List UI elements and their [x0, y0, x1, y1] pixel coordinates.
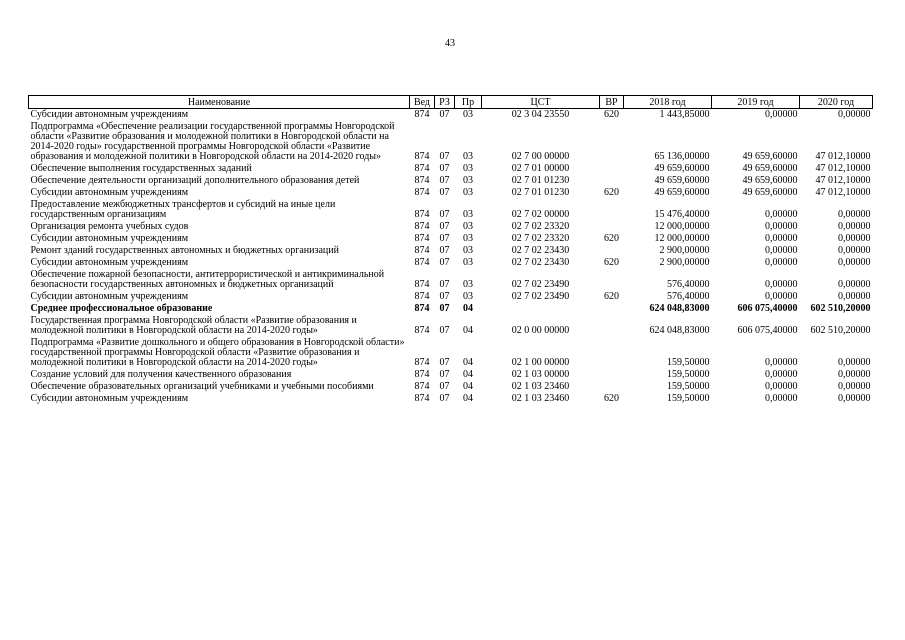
cell-cst: 02 7 01 00000	[511, 163, 570, 174]
cell-cst: 02 7 02 23430	[511, 257, 570, 268]
cell-2020: 0,00000	[838, 381, 871, 392]
cell-2019: 0,00000	[765, 233, 798, 244]
cell-rz: 07	[439, 381, 450, 392]
cell-cst: 02 7 02 23490	[511, 291, 570, 302]
cell-pr: 04	[463, 303, 473, 314]
cell-ved: 874	[414, 393, 430, 404]
cell-pr: 03	[463, 163, 473, 174]
cell-2020: 0,00000	[838, 291, 871, 302]
cell-2018: 49 659,60000	[654, 175, 710, 186]
cell-vr	[600, 221, 624, 233]
cell-rz: 07	[439, 175, 450, 186]
cell-name: Подпрограмма «Обеспечение реализации государственной программы Новгородской области «Развитие образования и молодежной политики в Новгородской области на 2014-2020 годы» государственной программы Новгородской области «Развитие образования и молодежной политики в Новгородской области на 2014-2020 годы»	[30, 121, 395, 162]
cell-2020: 47 012,10000	[815, 151, 871, 162]
cell-2019: 49 659,60000	[742, 175, 798, 186]
cell-name: Субсидии автономным учреждениям	[30, 109, 189, 120]
cell-cst: 02 7 00 00000	[511, 151, 570, 162]
cell-pr: 03	[463, 279, 473, 290]
cell-vr	[600, 337, 624, 369]
cell-cst: 02 7 01 01230	[511, 187, 570, 198]
cell-2018: 2 900,00000	[659, 245, 710, 256]
cell-name: Субсидии автономным учреждениям	[30, 187, 189, 198]
cell-2020: 47 012,10000	[815, 187, 871, 198]
budget-table	[28, 95, 873, 405]
cell-2019: 0,00000	[765, 369, 798, 380]
table-row	[29, 187, 873, 199]
cell-2020: 47 012,10000	[815, 175, 871, 186]
cell-rz: 07	[439, 303, 450, 314]
cell-cst: 02 7 02 23430	[511, 245, 570, 256]
cell-pr: 03	[463, 221, 473, 232]
header-2019: 2019 год	[712, 96, 800, 109]
cell-ved: 874	[414, 325, 430, 336]
page-number: 43	[445, 38, 455, 49]
cell-2018: 49 659,60000	[654, 163, 710, 174]
header-pr: Пр	[455, 96, 482, 109]
cell-name: Ремонт зданий государственных автономных и бюджетных организаций	[30, 245, 339, 256]
table-row	[29, 233, 873, 245]
cell-2020: 0,00000	[838, 109, 871, 120]
cell-name: Создание условий для получения качественного образования	[30, 369, 292, 380]
table-row	[29, 337, 873, 369]
table-row	[29, 109, 873, 122]
cell-vr	[600, 381, 624, 393]
cell-name: Государственная программа Новгородской области «Развитие образования и молодежной политики в Новгородской области на 2014-2020 годы»	[30, 315, 357, 336]
cell-2019: 0,00000	[765, 279, 798, 290]
table-row	[29, 175, 873, 187]
cell-2020: 47 012,10000	[815, 163, 871, 174]
cell-2019: 0,00000	[765, 209, 798, 220]
cell-ved: 874	[414, 279, 430, 290]
cell-2020: 0,00000	[838, 245, 871, 256]
cell-2020: 602 510,20000	[810, 325, 871, 336]
cell-2019: 606 075,40000	[737, 325, 798, 336]
cell-2018: 49 659,60000	[654, 187, 710, 198]
table-row	[29, 315, 873, 337]
cell-2019: 0,00000	[765, 381, 798, 392]
cell-rz: 07	[439, 109, 450, 120]
cell-2020: 0,00000	[838, 369, 871, 380]
cell-rz: 07	[439, 221, 450, 232]
cell-2019: 0,00000	[765, 109, 798, 120]
table-row	[29, 121, 873, 163]
cell-2019: 0,00000	[765, 221, 798, 232]
table-row	[29, 369, 873, 381]
cell-ved: 874	[414, 109, 430, 120]
cell-2018: 624 048,83000	[649, 325, 710, 336]
cell-cst: 02 1 03 23460	[511, 393, 570, 404]
cell-2018: 1 443,85000	[659, 109, 710, 120]
cell-vr: 620	[604, 393, 619, 404]
cell-2019: 0,00000	[765, 291, 798, 302]
cell-2020: 0,00000	[838, 393, 871, 404]
header-vr: ВР	[600, 96, 624, 109]
cell-rz: 07	[439, 393, 450, 404]
cell-pr: 03	[463, 109, 473, 120]
cell-2019: 0,00000	[765, 357, 798, 368]
cell-rz: 07	[439, 163, 450, 174]
cell-pr: 03	[463, 187, 473, 198]
cell-name: Организация ремонта учебных судов	[30, 221, 189, 232]
cell-cst: 02 7 01 01230	[511, 175, 570, 186]
cell-2019: 606 075,40000	[737, 303, 798, 314]
cell-ved: 874	[414, 233, 430, 244]
cell-rz: 07	[439, 187, 450, 198]
cell-ved: 874	[414, 291, 430, 302]
cell-2019: 49 659,60000	[742, 187, 798, 198]
cell-2019: 0,00000	[765, 257, 798, 268]
header-cst: ЦСТ	[482, 96, 600, 109]
cell-ved: 874	[414, 209, 430, 220]
cell-ved: 874	[414, 175, 430, 186]
cell-2020: 0,00000	[838, 221, 871, 232]
cell-vr	[600, 121, 624, 163]
cell-vr: 620	[604, 257, 619, 268]
cell-name: Предоставление межбюджетных трансфертов и субсидий на иные цели государственным организациям	[30, 199, 336, 220]
cell-cst: 02 1 00 00000	[511, 357, 570, 368]
cell-2019: 49 659,60000	[742, 163, 798, 174]
cell-2018: 12 000,00000	[654, 233, 710, 244]
cell-pr: 03	[463, 233, 473, 244]
cell-name: Субсидии автономным учреждениям	[30, 257, 189, 268]
cell-cst: 02 7 02 23320	[511, 233, 570, 244]
table-row	[29, 257, 873, 269]
cell-2018: 159,50000	[667, 381, 710, 392]
cell-name: Среднее профессиональное образование	[30, 303, 213, 314]
cell-rz: 07	[439, 151, 450, 162]
cell-2018: 576,40000	[667, 291, 710, 302]
cell-rz: 07	[439, 357, 450, 368]
cell-pr: 03	[463, 291, 473, 302]
cell-name: Обеспечение пожарной безопасности, антитеррористической и антикриминальной безопасности государственных автономных и бюджетных организаций	[30, 269, 385, 290]
cell-rz: 07	[439, 291, 450, 302]
cell-2019: 49 659,60000	[742, 151, 798, 162]
cell-2018: 624 048,83000	[649, 303, 710, 314]
cell-name: Субсидии автономным учреждениям	[30, 393, 189, 404]
cell-2020: 0,00000	[838, 209, 871, 220]
cell-ved: 874	[414, 221, 430, 232]
cell-2020: 0,00000	[838, 279, 871, 290]
header-rz: РЗ	[435, 96, 455, 109]
header-ved: Вед	[410, 96, 435, 109]
cell-ved: 874	[414, 245, 430, 256]
table-row	[29, 199, 873, 221]
cell-name: Обеспечение деятельности организаций дополнительного образования детей	[30, 175, 360, 186]
cell-ved: 874	[414, 257, 430, 268]
cell-rz: 07	[439, 233, 450, 244]
cell-cst: 02 7 02 23320	[511, 221, 570, 232]
cell-cst: 02 7 02 23490	[511, 279, 570, 290]
cell-cst	[482, 303, 600, 315]
cell-ved: 874	[414, 303, 430, 314]
cell-ved: 874	[414, 369, 430, 380]
cell-ved: 874	[414, 163, 430, 174]
cell-2020: 0,00000	[838, 257, 871, 268]
cell-2018: 2 900,00000	[659, 257, 710, 268]
cell-2020: 0,00000	[838, 233, 871, 244]
cell-2018: 65 136,00000	[654, 151, 710, 162]
cell-pr: 03	[463, 209, 473, 220]
cell-cst: 02 3 04 23550	[511, 109, 570, 120]
cell-2018: 159,50000	[667, 393, 710, 404]
cell-rz: 07	[439, 325, 450, 336]
cell-cst: 02 7 02 00000	[511, 209, 570, 220]
cell-pr: 03	[463, 151, 473, 162]
cell-2018: 12 000,00000	[654, 221, 710, 232]
cell-vr: 620	[604, 233, 619, 244]
cell-2020: 602 510,20000	[810, 303, 871, 314]
cell-rz: 07	[439, 209, 450, 220]
cell-vr	[600, 269, 624, 291]
cell-name: Обеспечение выполнения государственных заданий	[30, 163, 252, 174]
cell-pr: 03	[463, 257, 473, 268]
cell-name: Субсидии автономным учреждениям	[30, 233, 189, 244]
cell-cst: 02 0 00 00000	[511, 325, 570, 336]
cell-vr: 620	[604, 109, 619, 120]
header-2020: 2020 год	[800, 96, 873, 109]
cell-pr: 04	[463, 325, 473, 336]
table-row	[29, 269, 873, 291]
cell-vr	[600, 303, 624, 315]
cell-2020: 0,00000	[838, 357, 871, 368]
cell-rz: 07	[439, 279, 450, 290]
table-row	[29, 291, 873, 303]
cell-vr: 620	[604, 291, 619, 302]
table-row	[29, 393, 873, 405]
table-row	[29, 303, 873, 315]
cell-ved: 874	[414, 187, 430, 198]
cell-pr: 04	[463, 369, 473, 380]
cell-pr: 03	[463, 245, 473, 256]
cell-name: Обеспечение образовательных организаций учебниками и учебными пособиями	[30, 381, 374, 392]
cell-vr	[600, 315, 624, 337]
cell-vr	[600, 369, 624, 381]
table-header-row	[29, 96, 873, 109]
header-2018: 2018 год	[624, 96, 712, 109]
cell-vr: 620	[604, 187, 619, 198]
cell-vr	[600, 175, 624, 187]
cell-2018: 15 476,40000	[654, 209, 710, 220]
cell-cst: 02 1 03 23460	[511, 381, 570, 392]
cell-2018: 159,50000	[667, 357, 710, 368]
cell-cst: 02 1 03 00000	[511, 369, 570, 380]
cell-rz: 07	[439, 257, 450, 268]
table-row	[29, 381, 873, 393]
cell-ved: 874	[414, 381, 430, 392]
cell-2019: 0,00000	[765, 393, 798, 404]
cell-ved: 874	[414, 357, 430, 368]
cell-name: Подпрограмма «Развитие дошкольного и общего образования в Новгородской области» государственной программы Новгородской области «Развитие образования и молодежной политики в Новгородской области на 2014-2020 годы»	[30, 337, 405, 368]
table-row	[29, 163, 873, 175]
cell-pr: 04	[463, 381, 473, 392]
cell-ved: 874	[414, 151, 430, 162]
cell-pr: 04	[463, 357, 473, 368]
cell-rz: 07	[439, 245, 450, 256]
cell-vr	[600, 245, 624, 257]
cell-name: Субсидии автономным учреждениям	[30, 291, 189, 302]
table-row	[29, 245, 873, 257]
cell-2018: 159,50000	[667, 369, 710, 380]
header-name: Наименование	[29, 96, 410, 109]
cell-vr	[600, 199, 624, 221]
cell-2019: 0,00000	[765, 245, 798, 256]
cell-vr	[600, 163, 624, 175]
cell-2018: 576,40000	[667, 279, 710, 290]
cell-pr: 03	[463, 175, 473, 186]
cell-rz: 07	[439, 369, 450, 380]
table-row	[29, 221, 873, 233]
cell-pr: 04	[463, 393, 473, 404]
